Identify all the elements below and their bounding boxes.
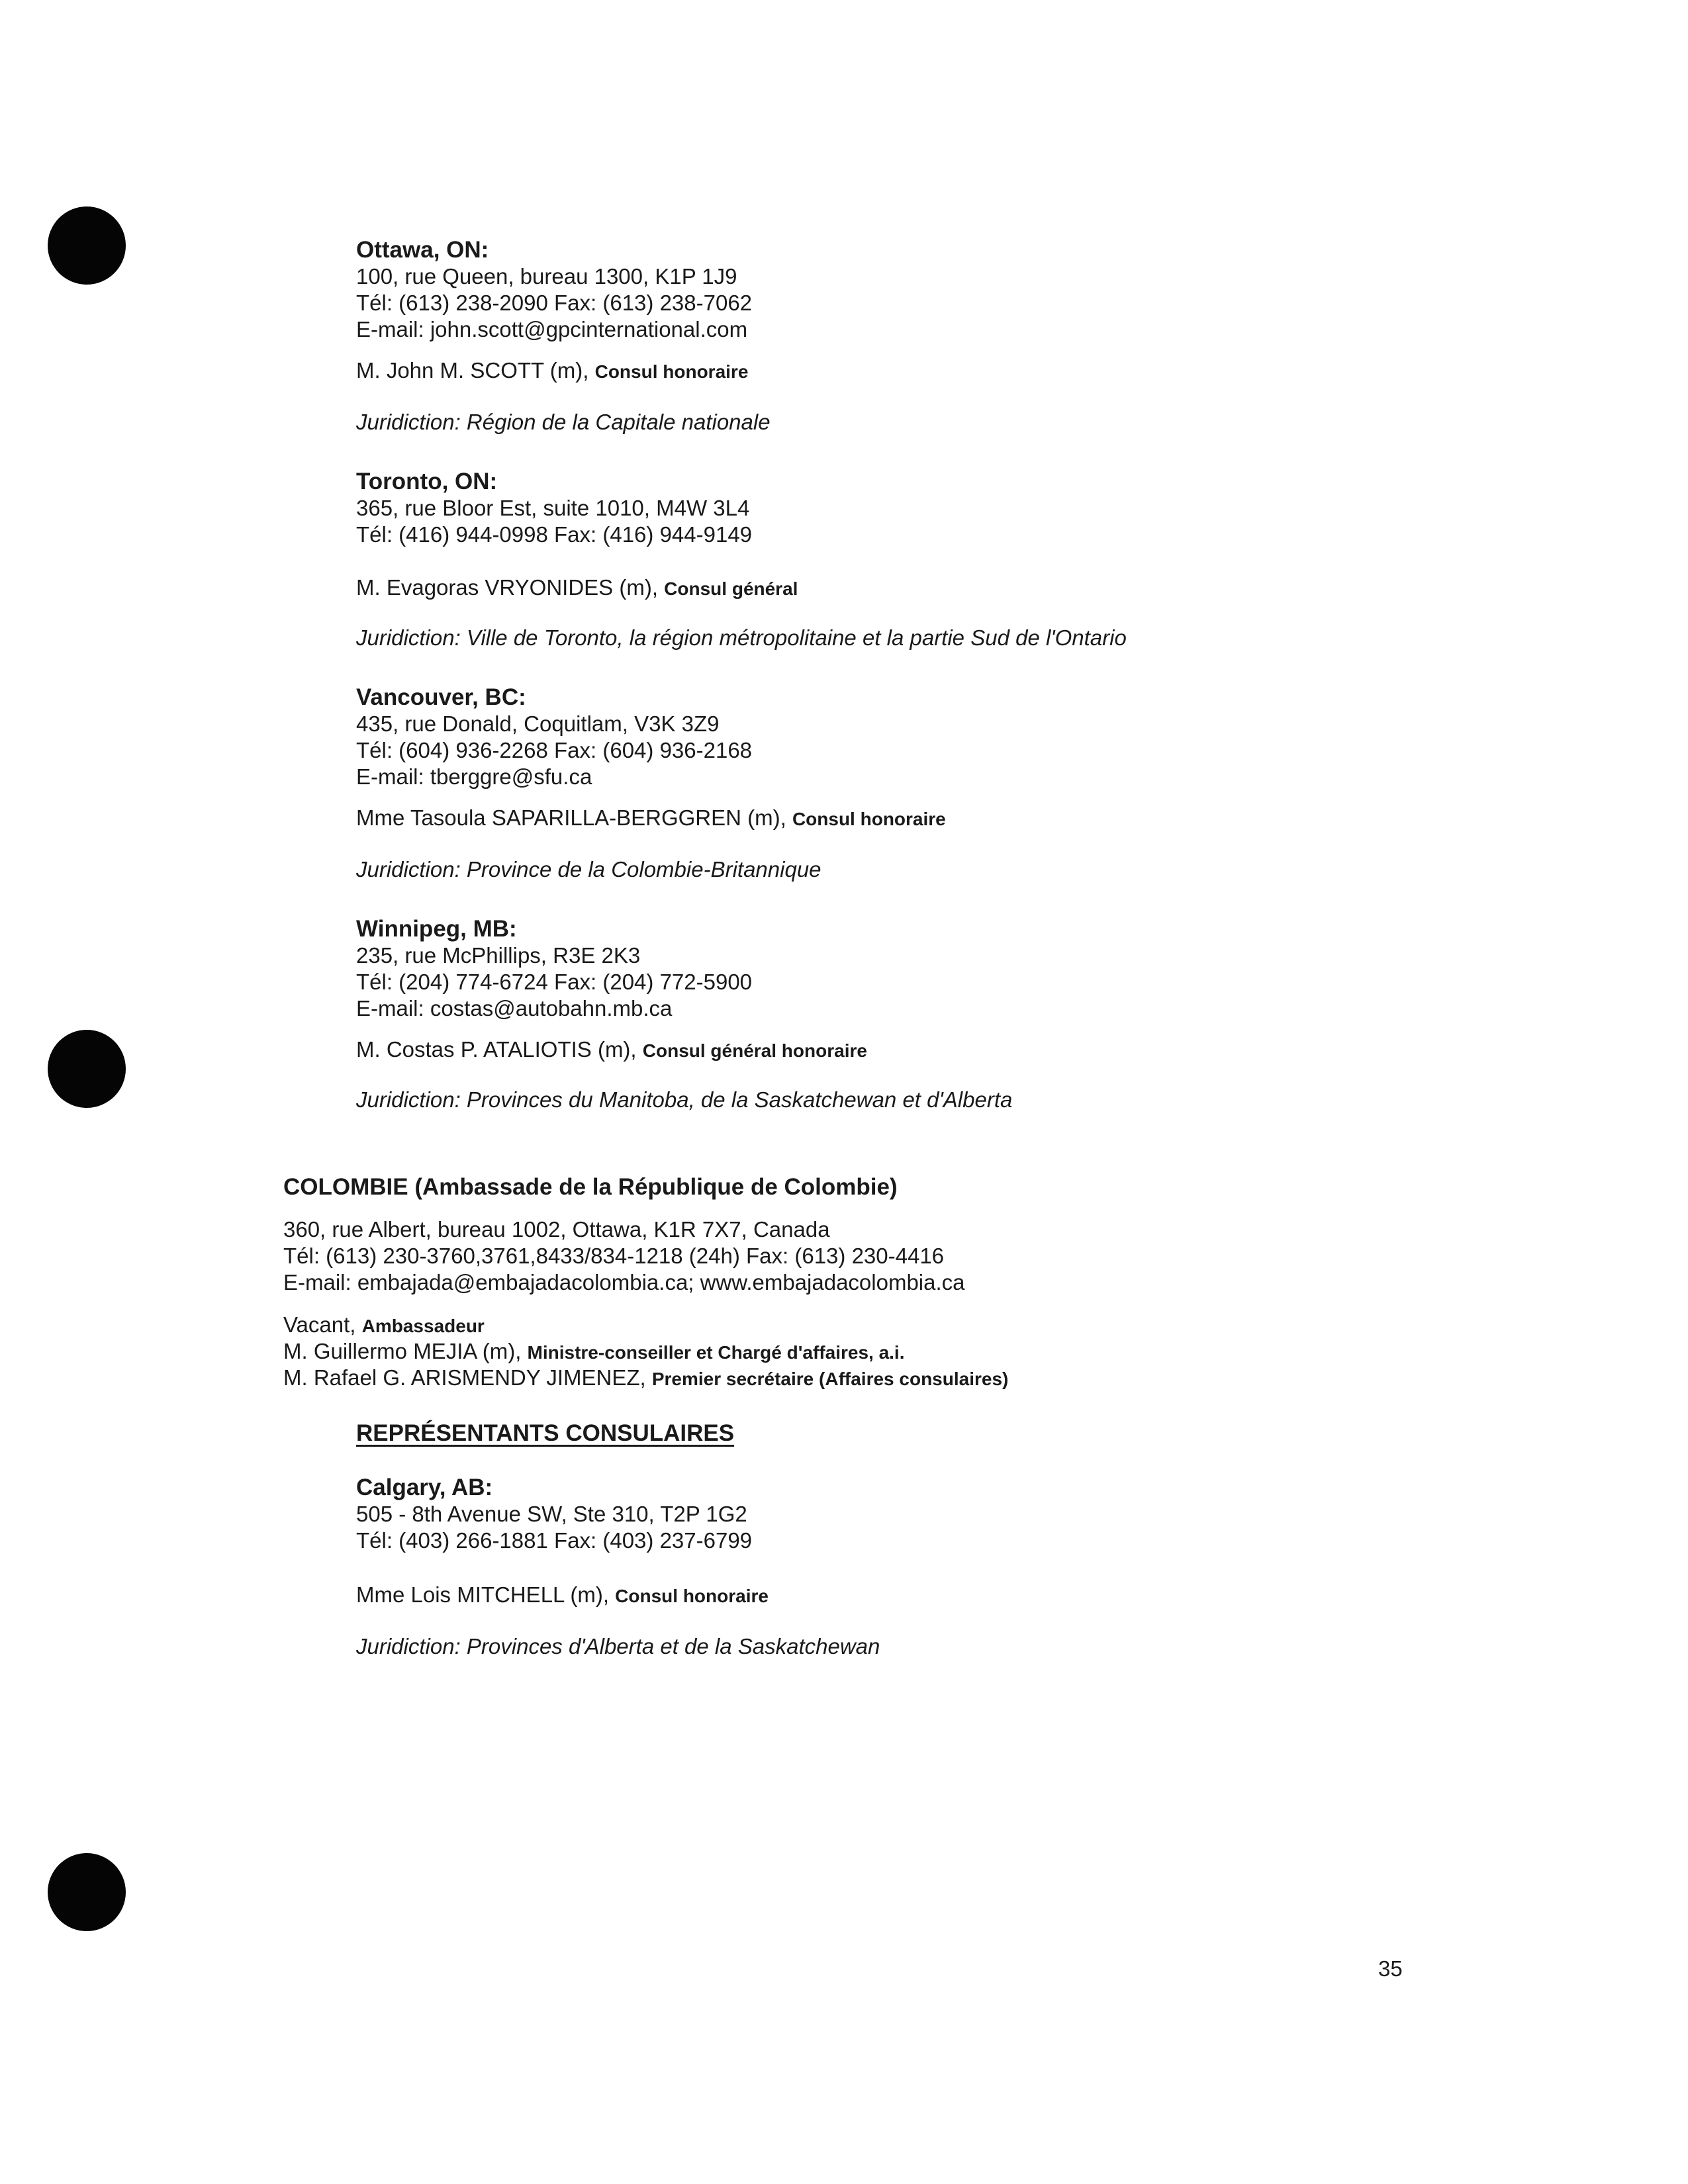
section-title: REPRÉSENTANTS CONSULAIRES <box>356 1420 735 1446</box>
person-role: Consul honoraire <box>615 1586 769 1606</box>
consulate-address: 505 - 8th Avenue SW, Ste 310, T2P 1G2 <box>356 1502 747 1526</box>
embassy-staff-item <box>283 1338 904 1366</box>
consulate-phone: Tél: (416) 944-0998 Fax: (416) 944-9149 <box>356 522 753 547</box>
consulate-email: E-mail: costas@autobahn.mb.ca <box>356 996 673 1021</box>
consulate-person <box>356 357 748 385</box>
consulate-city: Winnipeg, MB: <box>356 916 517 942</box>
consulate-city: Calgary, AB: <box>356 1475 493 1500</box>
consulate-person <box>356 805 946 833</box>
consulate-address: 365, rue Bloor Est, suite 1010, M4W 3L4 <box>356 496 750 520</box>
person-name: M. John M. SCOTT (m), <box>356 358 595 383</box>
person-role: Ambassadeur <box>361 1316 485 1336</box>
consulate-address: 435, rue Donald, Coquitlam, V3K 3Z9 <box>356 711 720 736</box>
consulate-city: Toronto, ON: <box>356 469 498 494</box>
person-role: Consul honoraire <box>792 809 946 829</box>
person-role: Consul général <box>664 578 798 599</box>
consulate-phone: Tél: (403) 266-1881 Fax: (403) 237-6799 <box>356 1528 753 1553</box>
person-role: Ministre-conseiller et Chargé d'affaires, a.i. <box>527 1342 905 1363</box>
consulate-phone: Tél: (604) 936-2268 Fax: (604) 936-2168 <box>356 738 753 762</box>
consulate-person <box>356 574 798 602</box>
consulate-person <box>356 1582 769 1610</box>
consulate-jurisdiction: Juridiction: Provinces du Manitoba, de la Saskatchewan et d'Alberta <box>356 1087 1013 1112</box>
person-name: Mme Lois MITCHELL (m), <box>356 1582 616 1607</box>
person-name: M. Evagoras VRYONIDES (m), <box>356 575 665 600</box>
person-name: M. Guillermo MEJIA (m), <box>283 1339 528 1363</box>
country-heading: COLOMBIE (Ambassade de la République de Colombie) <box>283 1174 898 1200</box>
consulate-person <box>356 1036 867 1064</box>
punch-hole-bottom <box>48 1853 126 1931</box>
person-role: Consul honoraire <box>594 361 749 382</box>
person-name: M. Costas P. ATALIOTIS (m), <box>356 1037 643 1062</box>
consulate-jurisdiction: Juridiction: Provinces d'Alberta et de la Saskatchewan <box>356 1634 880 1659</box>
consulate-city: Ottawa, ON: <box>356 237 489 263</box>
consulate-jurisdiction: Juridiction: Région de la Capitale nationale <box>356 410 771 434</box>
consulate-email: E-mail: john.scott@gpcinternational.com <box>356 317 748 341</box>
person-name: Vacant, <box>283 1312 362 1337</box>
person-name: M. Rafael G. ARISMENDY JIMENEZ, <box>283 1365 652 1390</box>
embassy-email: E-mail: embajada@embajadacolombia.ca; www.embajadacolombia.ca <box>283 1270 965 1295</box>
person-role: Consul général honoraire <box>642 1040 867 1061</box>
consulate-jurisdiction: Juridiction: Ville de Toronto, la région métropolitaine et la partie Sud de l'Ontario <box>356 625 1127 650</box>
embassy-staff-item <box>283 1365 1008 1392</box>
person-role: Premier secrétaire (Affaires consulaires) <box>651 1369 1009 1389</box>
consulate-address: 235, rue McPhillips, R3E 2K3 <box>356 943 641 968</box>
punch-hole-middle <box>48 1030 126 1108</box>
consulate-email: E-mail: tberggre@sfu.ca <box>356 764 592 789</box>
consulate-phone: Tél: (204) 774-6724 Fax: (204) 772-5900 <box>356 970 753 994</box>
consulate-city: Vancouver, BC: <box>356 684 526 710</box>
page-number: 35 <box>1378 1956 1403 1981</box>
embassy-address: 360, rue Albert, bureau 1002, Ottawa, K1R 7X7, Canada <box>283 1217 830 1242</box>
embassy-staff-item <box>283 1312 485 1340</box>
consulate-address: 100, rue Queen, bureau 1300, K1P 1J9 <box>356 264 737 289</box>
embassy-phone: Tél: (613) 230-3760,3761,8433/834-1218 (24h) Fax: (613) 230-4416 <box>283 1244 945 1268</box>
punch-hole-top <box>48 206 126 285</box>
consulate-phone: Tél: (613) 238-2090 Fax: (613) 238-7062 <box>356 291 753 315</box>
consulate-jurisdiction: Juridiction: Province de la Colombie-Britannique <box>356 857 821 882</box>
person-name: Mme Tasoula SAPARILLA-BERGGREN (m), <box>356 805 792 830</box>
